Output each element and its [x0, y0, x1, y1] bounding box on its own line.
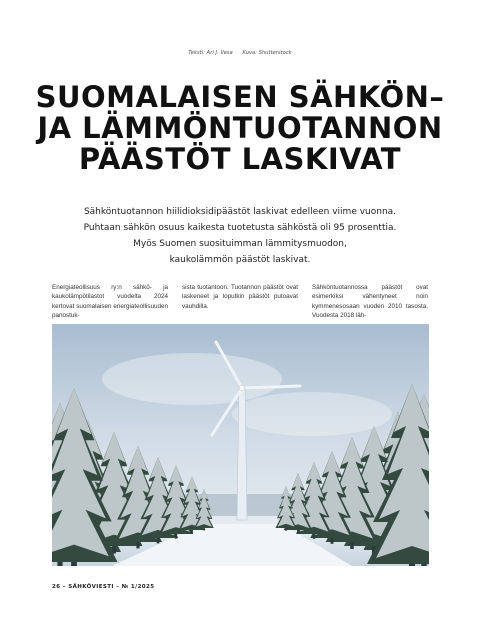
- headline-line: PÄÄSTÖT LASKIVAT: [78, 142, 402, 176]
- photo-credit: Kuva: Shutterstock: [242, 50, 292, 56]
- lead-line: kaukolämmön päästöt laskivat.: [169, 255, 311, 265]
- article-credits: [0, 50, 480, 56]
- lead-line: Myös Suomen suosituimman lämmitysmuodon,: [133, 239, 347, 249]
- body-columns: [52, 283, 428, 321]
- article-photo: [52, 324, 429, 566]
- page-footer: 26 – SÄHKÖVIESTI – № 1/2025: [52, 584, 155, 590]
- body-column-3: Sähköntuotannossa päästöt ovat esimerkiksi vähentyneet noin kymmenesosaan vuoden 2010 tasosta. Vuodesta 2018 läh-: [312, 284, 428, 320]
- text-credit: Teksti: Ari J. Vesa: [188, 50, 233, 56]
- headline-line: JA LÄMMÖNTUOTANNON: [37, 111, 443, 145]
- headline-line: SUOMALAISEN SÄHKÖN–: [35, 80, 445, 114]
- article-lead: [40, 204, 440, 268]
- snowy-forest-wind-turbine-image: [52, 324, 429, 566]
- lead-line: Puhtaan sähkön osuus kaikesta tuotetusta sähköstä oli 95 prosenttia.: [83, 223, 397, 233]
- body-column-1: Energiateollisuus ry:n sähkö- ja kaukolämpötilastot vuodelta 2024 kertovat suomalaisen energiateollisuuden panostuk-: [52, 284, 168, 320]
- article-headline: [0, 82, 480, 175]
- body-column-2: sista tuotantoon. Tuotannon päästöt ovat laskeneet ja loputkin päästöt putoavat vauhdilla.: [182, 284, 298, 310]
- lead-line: Sähköntuotannon hiilidioksidipäästöt laskivat edelleen viime vuonna.: [83, 207, 397, 217]
